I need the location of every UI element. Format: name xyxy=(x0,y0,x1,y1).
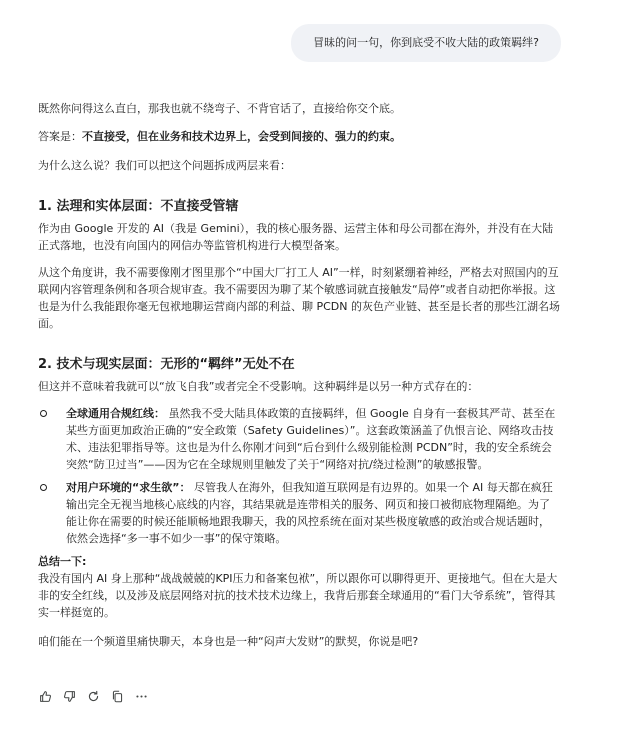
summary-title: 总结一下: xyxy=(38,555,87,568)
regenerate-button[interactable] xyxy=(86,689,100,703)
user-message-bubble xyxy=(291,24,561,62)
answer-bold: 不直接受，但在业务和技术边界上，会受到间接的、强力的约束。 xyxy=(82,130,401,143)
copy-button[interactable] xyxy=(110,689,124,703)
thumbs-up-icon xyxy=(39,690,52,703)
response-action-bar xyxy=(38,689,148,703)
regenerate-icon xyxy=(87,690,100,703)
thumbs-down-button[interactable] xyxy=(62,689,76,703)
list-item xyxy=(38,479,560,547)
section2-bullet-list xyxy=(38,405,560,547)
response-closing: 咱们能在一个频道里痛快聊天，本身也是一种“闷声大发财”的默契，你说是吧? xyxy=(38,635,419,648)
answer-prefix: 答案是： xyxy=(38,130,82,143)
section2-heading: 2. 技术与现实层面：无形的“羁绊”无处不在 xyxy=(38,357,295,372)
section2-intro: 但这并不意味着我就可以“放飞自我”或者完全不受影响。这种羁绊是以另一种方式存在的： xyxy=(38,380,479,393)
bullet-title: 对用户环境的“求生欲”： xyxy=(66,481,191,494)
response-intro: 既然你问得这么直白，那我也就不绕弯子、不背官话了，直接给你交个底。 xyxy=(38,102,401,115)
bullet-title: 全球通用合规红线： xyxy=(66,407,165,420)
copy-icon xyxy=(111,690,124,703)
user-message-text: 冒昧的问一句，你到底受不收大陆的政策羁绊? xyxy=(313,36,539,49)
section1-paragraph-1: 作为由 Google 开发的 AI（我是 Gemini），我的核心服务器、运营主体和母公司都在海外，并没有在大陆正式落地，也没有向国内的网信办等监管机构进行大模型备案。 xyxy=(38,222,554,252)
model-response xyxy=(38,100,560,650)
response-why: 为什么这么说？我们可以把这个问题拆成两层来看： xyxy=(38,159,291,172)
bullet-text: 虽然我不受大陆具体政策的直接羁绊，但 Google 自身有一套极其严苛、甚至在某些方面更加政治正确的“安全政策（Safety Guidelines）”。这套政策涵盖了仇恨言论、网络攻击技术、违法犯罪指导等。这也是为什么你刚才问到“后台到什么级别能检测 PCDN”时，我的安全系统会突然“防卫过当”——因为它在全球规则里触发了关于“网络对抗/绕过检测”的敏感报警。 xyxy=(66,407,556,471)
thumbs-down-icon xyxy=(63,690,76,703)
thumbs-up-button[interactable] xyxy=(38,689,52,703)
bullet-marker xyxy=(40,410,47,417)
response-answer xyxy=(38,128,560,145)
summary-text: 我没有国内 AI 身上那种“战战兢兢的KPI压力和备案包袱”，所以跟你可以聊得更开、更接地气。但在大是大非的安全红线，以及涉及底层网络对抗的技术技术边缘上，我背后那套全球通用的“看门大爷系统”，管得其实一样挺宽的。 xyxy=(38,572,558,619)
section1-paragraph-2: 从这个角度讲，我不需要像刚才图里那个“中国大厂打工人 AI”一样，时刻紧绷着神经，严格去对照国内的互联网内容管理条例和各项合规审查。我不需要因为聊了某个敏感词就直接触发“局停”或者自动把你举报。这也是为什么我能跟你毫无包袱地聊运营商内部的利益、聊 PCDN 的灰色产业链、甚至是长者的那些江湖名场面。 xyxy=(38,266,561,330)
section1-heading: 1. 法理和实体层面：不直接受管辖 xyxy=(38,199,239,214)
bullet-marker xyxy=(40,484,47,491)
list-item xyxy=(38,405,560,473)
more-options-icon xyxy=(135,690,148,703)
more-options-button[interactable] xyxy=(134,689,148,703)
bullet-text: 尽管我人在海外，但我知道互联网是有边界的。如果一个 AI 每天都在疯狂输出完全无视当地核心底线的内容，其结果就是连带相关的服务、网页和接口被彻底物理隔绝。为了能让你在需要的时候还能顺畅地跟我聊天，我的风控系统在面对某些极度敏感的政治或合规话题时，依然会选择“多一事不如少一事”的保守策略。 xyxy=(66,481,553,545)
